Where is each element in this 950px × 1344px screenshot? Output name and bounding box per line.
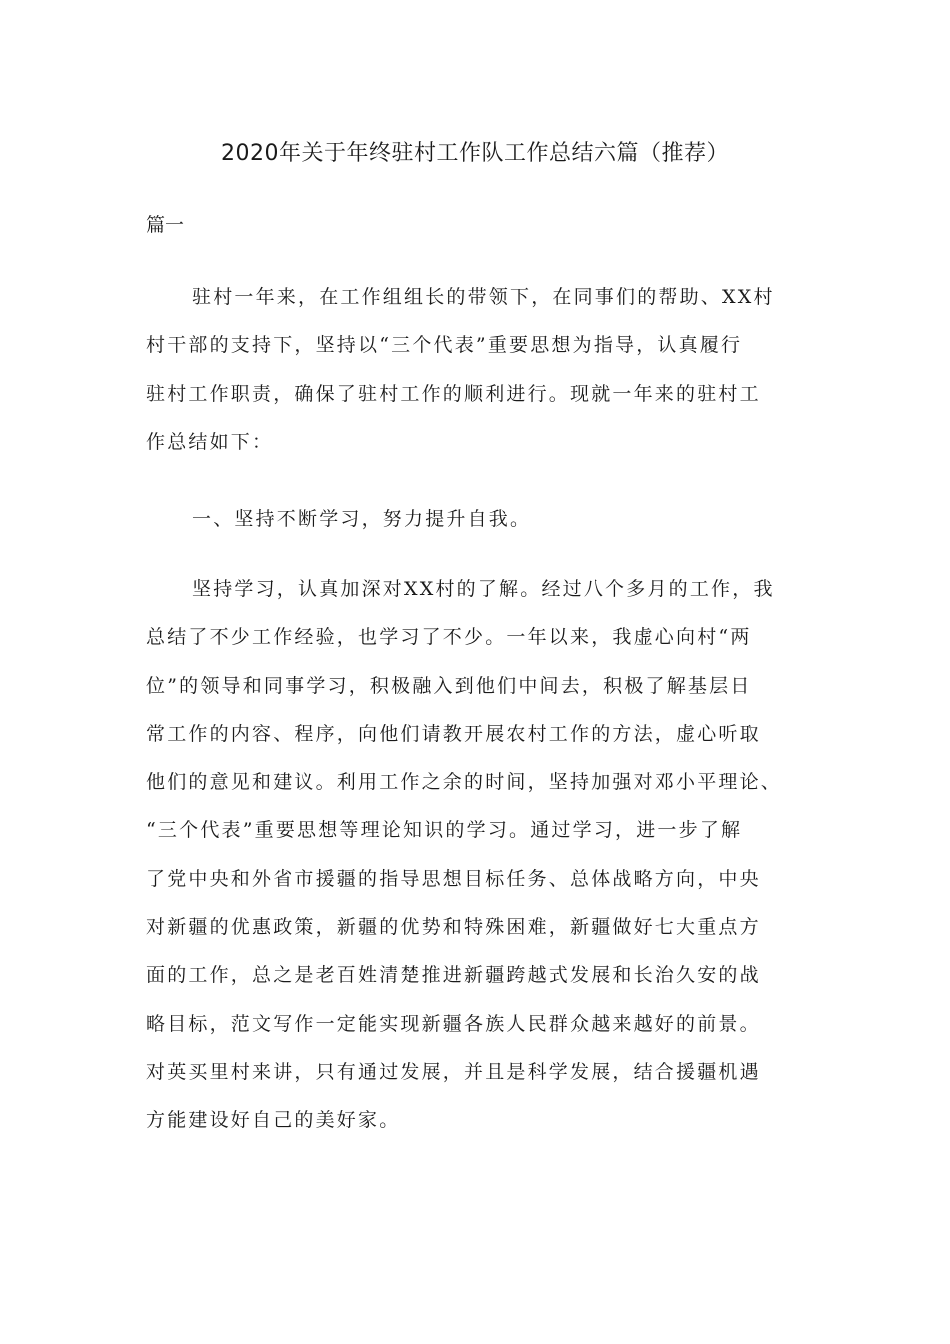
paragraph-line: 驻村一年来，在工作组组长的带领下，在同事们的帮助、XX村	[192, 286, 775, 308]
paragraph-line: 了党中央和外省市援疆的指导思想目标任务、总体战略方向，中央	[146, 867, 761, 890]
paragraph-line: 总结了不少工作经验，也学习了不少。一年以来，我虚心向村“两	[146, 626, 752, 649]
paragraph-line: 方能建设好自己的美好家。	[146, 1109, 401, 1132]
paragraph-line: 驻村工作职责，确保了驻村工作的顺利进行。现就一年来的驻村工	[146, 382, 761, 405]
paragraph-line: 略目标，范文写作一定能实现新疆各族人民群众越来越好的前景。	[146, 1012, 761, 1035]
paragraph-line: 面的工作，总之是老百姓清楚推进新疆跨越式发展和长治久安的战	[146, 964, 761, 987]
section-label: 篇一	[146, 214, 185, 236]
paragraph-line: 一、坚持不断学习，努力提升自我。	[192, 508, 532, 530]
paragraph-line: 对新疆的优惠政策，新疆的优势和特殊困难，新疆做好七大重点方	[146, 916, 761, 939]
paragraph-1	[146, 284, 811, 477]
paragraph-line: 对英买里村来讲，只有通过发展，并且是科学发展，结合援疆机遇	[146, 1060, 761, 1083]
paragraph-line: 他们的意见和建议。利用工作之余的时间，坚持加强对邓小平理论、	[146, 771, 783, 794]
document-title: 2020年关于年终驻村工作队工作总结六篇（推荐）	[221, 141, 729, 166]
paragraph-line: 作总结如下：	[146, 430, 274, 453]
paragraph-3	[146, 576, 811, 1156]
paragraph-2	[146, 506, 811, 554]
paragraph-line: 村干部的支持下，坚持以“三个代表”重要思想为指导，认真履行	[146, 334, 743, 357]
paragraph-line: “三个代表”重要思想等理论知识的学习。通过学习，进一步了解	[146, 819, 743, 842]
paragraph-line: 位”的领导和同事学习，积极融入到他们中间去，积极了解基层日	[146, 674, 752, 697]
paragraph-line: 常工作的内容、程序，向他们请教开展农村工作的方法，虚心听取	[146, 722, 761, 745]
paragraph-line: 坚持学习，认真加深对XX村的了解。经过八个多月的工作，我	[192, 578, 775, 600]
